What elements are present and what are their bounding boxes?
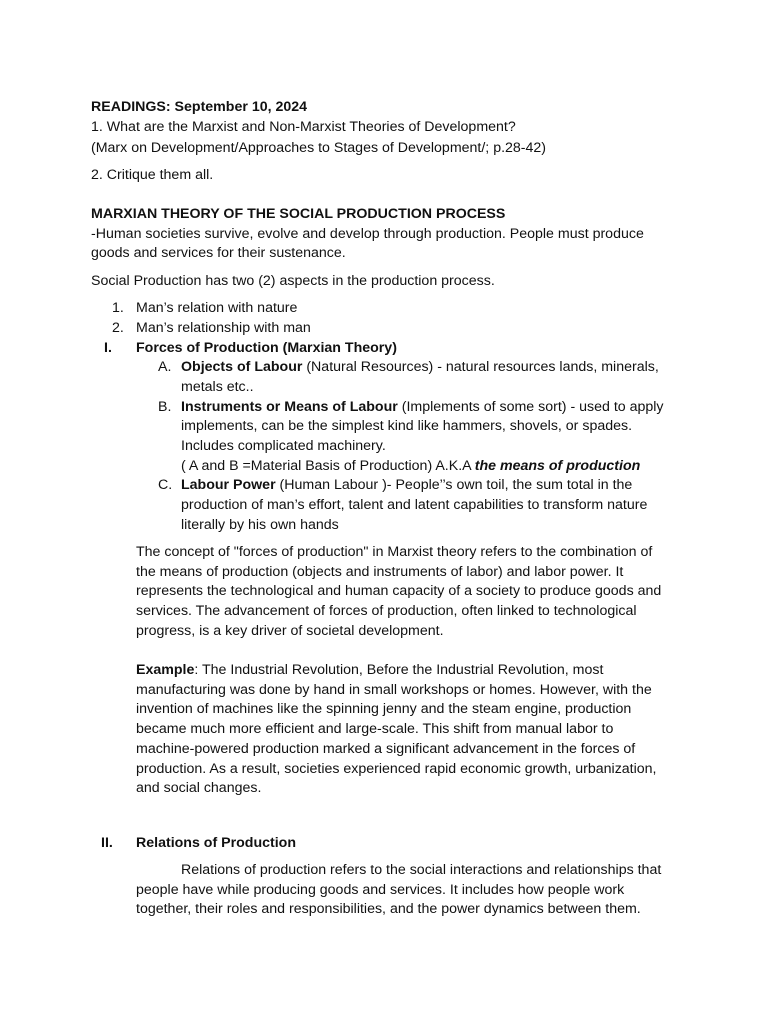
reading-question-1-reference: (Marx on Development/Approaches to Stages of Development/; p.28-42) bbox=[91, 140, 547, 156]
material-basis-note: ( A and B =Material Basis of Production) A.K.A bbox=[181, 458, 475, 474]
paragraph-line: together, their roles and responsibilities, and the power dynamics between them. bbox=[136, 901, 641, 917]
paragraph-line: became much more efficient and large-scale. This shift from manual labor to bbox=[136, 721, 614, 737]
item-c-letter: C. bbox=[158, 477, 173, 493]
item-a-description: (Natural Resources) - natural resources lands, minerals, bbox=[302, 359, 659, 375]
paragraph-line: production. As a result, societies experienced rapid economic growth, urbanization, bbox=[136, 761, 657, 777]
social-production-aspects: Social Production has two (2) aspects in the production process. bbox=[91, 273, 495, 289]
item-c-line-2: production of man’s effort, talent and latent capabilities to transform nature bbox=[181, 497, 648, 513]
reading-question-2: 2. Critique them all. bbox=[91, 167, 214, 183]
item-a-letter: A. bbox=[158, 359, 172, 375]
aspect-number: 1. bbox=[112, 300, 124, 316]
section-2-number: II. bbox=[101, 835, 113, 851]
item-a-line-1 bbox=[181, 358, 659, 378]
item-a-line-2: metals etc.. bbox=[181, 379, 254, 395]
aspect-number: 2. bbox=[112, 320, 124, 336]
item-c-line-3: literally by his own hands bbox=[181, 517, 339, 533]
paragraph-line: represents the technological and human capacity of a society to produce goods and bbox=[136, 583, 662, 599]
section-1-number: I. bbox=[104, 340, 112, 356]
paragraph-line: machine-powered production marked a significant advancement in the forces of bbox=[136, 741, 636, 757]
example-intro: : The Industrial Revolution, Before the Industrial Revolution, most bbox=[194, 662, 604, 678]
marxian-intro-line-2: goods and services for their sustenance. bbox=[91, 245, 346, 261]
paragraph-line: people have while producing goods and services. It includes how people work bbox=[136, 882, 625, 898]
aspect-item: Man’s relation with nature bbox=[136, 300, 298, 316]
item-c-description: (Human Labour )- People’’s own toil, the sum total in the bbox=[275, 477, 633, 493]
section-2-title: Relations of Production bbox=[136, 835, 297, 851]
item-a-term: Objects of Labour bbox=[181, 359, 303, 375]
paragraph-line: The concept of "forces of production" in Marxist theory refers to the combination of bbox=[136, 544, 653, 560]
item-b-line-3: Includes complicated machinery. bbox=[181, 438, 386, 454]
marxian-theory-heading: MARXIAN THEORY OF THE SOCIAL PRODUCTION PROCESS bbox=[91, 206, 506, 222]
item-b-description: (Implements of some sort) - used to apply bbox=[397, 399, 664, 415]
paragraph-line: invention of machines like the spinning jenny and the steam engine, production bbox=[136, 701, 632, 717]
item-c-line-1 bbox=[181, 476, 632, 496]
paragraph-line: progress, is a key driver of societal development. bbox=[136, 623, 444, 639]
item-b-line-2: implements, can be the simplest kind like hammers, shovels, or spades. bbox=[181, 418, 633, 434]
means-of-production-emphasis: the means of production bbox=[474, 458, 641, 474]
readings-heading: READINGS: September 10, 2024 bbox=[91, 99, 308, 115]
paragraph-line: Relations of production refers to the social interactions and relationships that bbox=[181, 862, 662, 878]
aspect-item: Man’s relationship with man bbox=[136, 320, 311, 336]
paragraph-line: and social changes. bbox=[136, 780, 262, 796]
paragraph-line: services. The advancement of forces of production, often linked to technological bbox=[136, 603, 637, 619]
reading-question-1: 1. What are the Marxist and Non-Marxist Theories of Development? bbox=[91, 119, 516, 135]
paragraph-line: manufacturing was done by hand in small workshops or homes. However, with the bbox=[136, 682, 652, 698]
marxian-intro-line-1: -Human societies survive, evolve and develop through production. People must produce bbox=[91, 226, 644, 242]
paragraph-line: the means of production (objects and instruments of labor) and labor power. It bbox=[136, 564, 624, 580]
example-line-1 bbox=[136, 661, 603, 681]
item-b-line-4 bbox=[181, 457, 640, 477]
example-label: Example bbox=[136, 662, 195, 678]
item-c-term: Labour Power bbox=[181, 477, 276, 493]
item-b-line-1 bbox=[181, 398, 664, 418]
item-b-term: Instruments or Means of Labour bbox=[181, 399, 398, 415]
section-1-title: Forces of Production (Marxian Theory) bbox=[136, 340, 397, 356]
item-b-letter: B. bbox=[158, 399, 172, 415]
